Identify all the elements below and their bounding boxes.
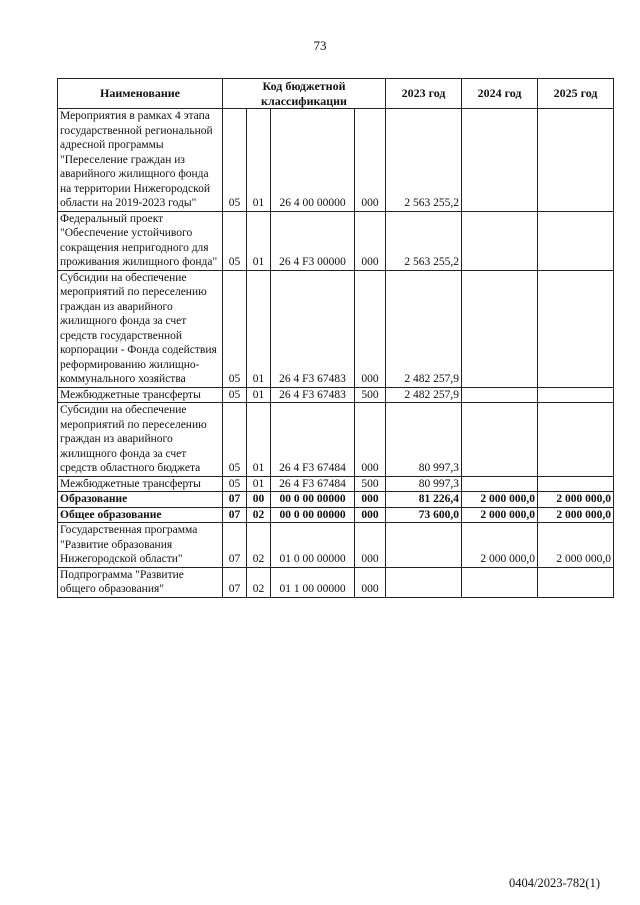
cell-expense-type: 000: [355, 403, 386, 477]
header-2025: 2025 год: [538, 79, 614, 109]
cell-2023: 73 600,0: [386, 507, 462, 523]
cell-section: 05: [223, 270, 247, 387]
table-row: [58, 403, 614, 477]
cell-expense-type: 000: [355, 270, 386, 387]
cell-2024: 2 000 000,0: [462, 492, 538, 508]
cell-2023: 2 482 257,9: [386, 270, 462, 387]
cell-2023: 80 997,3: [386, 403, 462, 477]
header-2023: 2023 год: [386, 79, 462, 109]
cell-expense-type: 000: [355, 492, 386, 508]
cell-name: Субсидии на обеспечение мероприятий по переселению граждан из аварийного жилищного фонда за счет средств областного бюджета: [58, 403, 223, 477]
cell-2024: [462, 109, 538, 212]
cell-2025: [538, 270, 614, 387]
cell-target-article: 26 4 F3 00000: [271, 211, 355, 270]
cell-2025: [538, 211, 614, 270]
cell-2023: 81 226,4: [386, 492, 462, 508]
cell-subsection: 00: [247, 492, 271, 508]
table-row: [58, 211, 614, 270]
header-row: [58, 79, 614, 109]
cell-expense-type: 000: [355, 567, 386, 597]
cell-subsection: 01: [247, 387, 271, 403]
page-number: 73: [313, 38, 327, 53]
cell-2024: [462, 211, 538, 270]
cell-target-article: 00 0 00 00000: [271, 507, 355, 523]
cell-name: Межбюджетные трансферты: [58, 476, 223, 492]
cell-section: 05: [223, 211, 247, 270]
cell-2023: 2 482 257,9: [386, 387, 462, 403]
header-code: Код бюджетной классификации: [223, 79, 386, 109]
cell-expense-type: 000: [355, 211, 386, 270]
cell-2025: 2 000 000,0: [538, 492, 614, 508]
cell-section: 07: [223, 523, 247, 568]
cell-2024: [462, 476, 538, 492]
cell-2023: [386, 567, 462, 597]
cell-name: Общее образование: [58, 507, 223, 523]
cell-2023: 80 997,3: [386, 476, 462, 492]
table-row: [58, 567, 614, 597]
cell-name: Субсидии на обеспечение мероприятий по переселению граждан из аварийного жилищного фонда за счет средств государственной корпорации - Фонда содействия реформированию жилищно-коммунального хозяйства: [58, 270, 223, 387]
cell-target-article: 26 4 F3 67484: [271, 403, 355, 477]
cell-2025: [538, 109, 614, 212]
cell-2025: 2 000 000,0: [538, 523, 614, 568]
cell-target-article: 01 0 00 00000: [271, 523, 355, 568]
cell-subsection: 01: [247, 109, 271, 212]
cell-expense-type: 000: [355, 507, 386, 523]
cell-target-article: 00 0 00 00000: [271, 492, 355, 508]
cell-subsection: 02: [247, 507, 271, 523]
cell-subsection: 01: [247, 211, 271, 270]
header-name: Наименование: [58, 79, 223, 109]
cell-subsection: 01: [247, 270, 271, 387]
cell-2024: [462, 270, 538, 387]
cell-name: Образование: [58, 492, 223, 508]
cell-section: 05: [223, 403, 247, 477]
cell-2024: [462, 403, 538, 477]
cell-2024: [462, 567, 538, 597]
cell-section: 07: [223, 567, 247, 597]
cell-target-article: 01 1 00 00000: [271, 567, 355, 597]
cell-section: 05: [223, 109, 247, 212]
cell-name: Федеральный проект "Обеспечение устойчивого сокращения непригодного для проживания жилищного фонда": [58, 211, 223, 270]
cell-2024: [462, 387, 538, 403]
cell-2024: 2 000 000,0: [462, 507, 538, 523]
cell-2023: [386, 523, 462, 568]
header-2024: 2024 год: [462, 79, 538, 109]
table-row: [58, 270, 614, 387]
cell-subsection: 02: [247, 567, 271, 597]
cell-subsection: 02: [247, 523, 271, 568]
cell-expense-type: 500: [355, 387, 386, 403]
cell-expense-type: 000: [355, 523, 386, 568]
cell-2025: [538, 403, 614, 477]
cell-2024: 2 000 000,0: [462, 523, 538, 568]
cell-expense-type: 500: [355, 476, 386, 492]
table-row: [58, 387, 614, 403]
cell-subsection: 01: [247, 476, 271, 492]
cell-section: 05: [223, 476, 247, 492]
table-row: [58, 109, 614, 212]
cell-2023: 2 563 255,2: [386, 211, 462, 270]
cell-2025: [538, 387, 614, 403]
budget-table: [57, 78, 614, 598]
cell-section: 05: [223, 387, 247, 403]
table-row: [58, 492, 614, 508]
cell-target-article: 26 4 F3 67483: [271, 270, 355, 387]
cell-section: 07: [223, 507, 247, 523]
cell-name: Мероприятия в рамках 4 этапа государственной региональной адресной программы "Переселение граждан из аварийного жилищного фонда на территории Нижегородской области на 2019-2023 годы": [58, 109, 223, 212]
cell-target-article: 26 4 F3 67484: [271, 476, 355, 492]
cell-target-article: 26 4 F3 67483: [271, 387, 355, 403]
cell-2023: 2 563 255,2: [386, 109, 462, 212]
cell-expense-type: 000: [355, 109, 386, 212]
cell-section: 07: [223, 492, 247, 508]
cell-2025: [538, 567, 614, 597]
cell-name: Межбюджетные трансферты: [58, 387, 223, 403]
document-code: 0404/2023-782(1): [509, 876, 600, 890]
cell-subsection: 01: [247, 403, 271, 477]
cell-2025: 2 000 000,0: [538, 507, 614, 523]
cell-2025: [538, 476, 614, 492]
cell-name: Государственная программа "Развитие образования Нижегородской области": [58, 523, 223, 568]
cell-target-article: 26 4 00 00000: [271, 109, 355, 212]
table-row: [58, 507, 614, 523]
cell-name: Подпрограмма "Развитие общего образования": [58, 567, 223, 597]
table-row: [58, 476, 614, 492]
table-row: [58, 523, 614, 568]
